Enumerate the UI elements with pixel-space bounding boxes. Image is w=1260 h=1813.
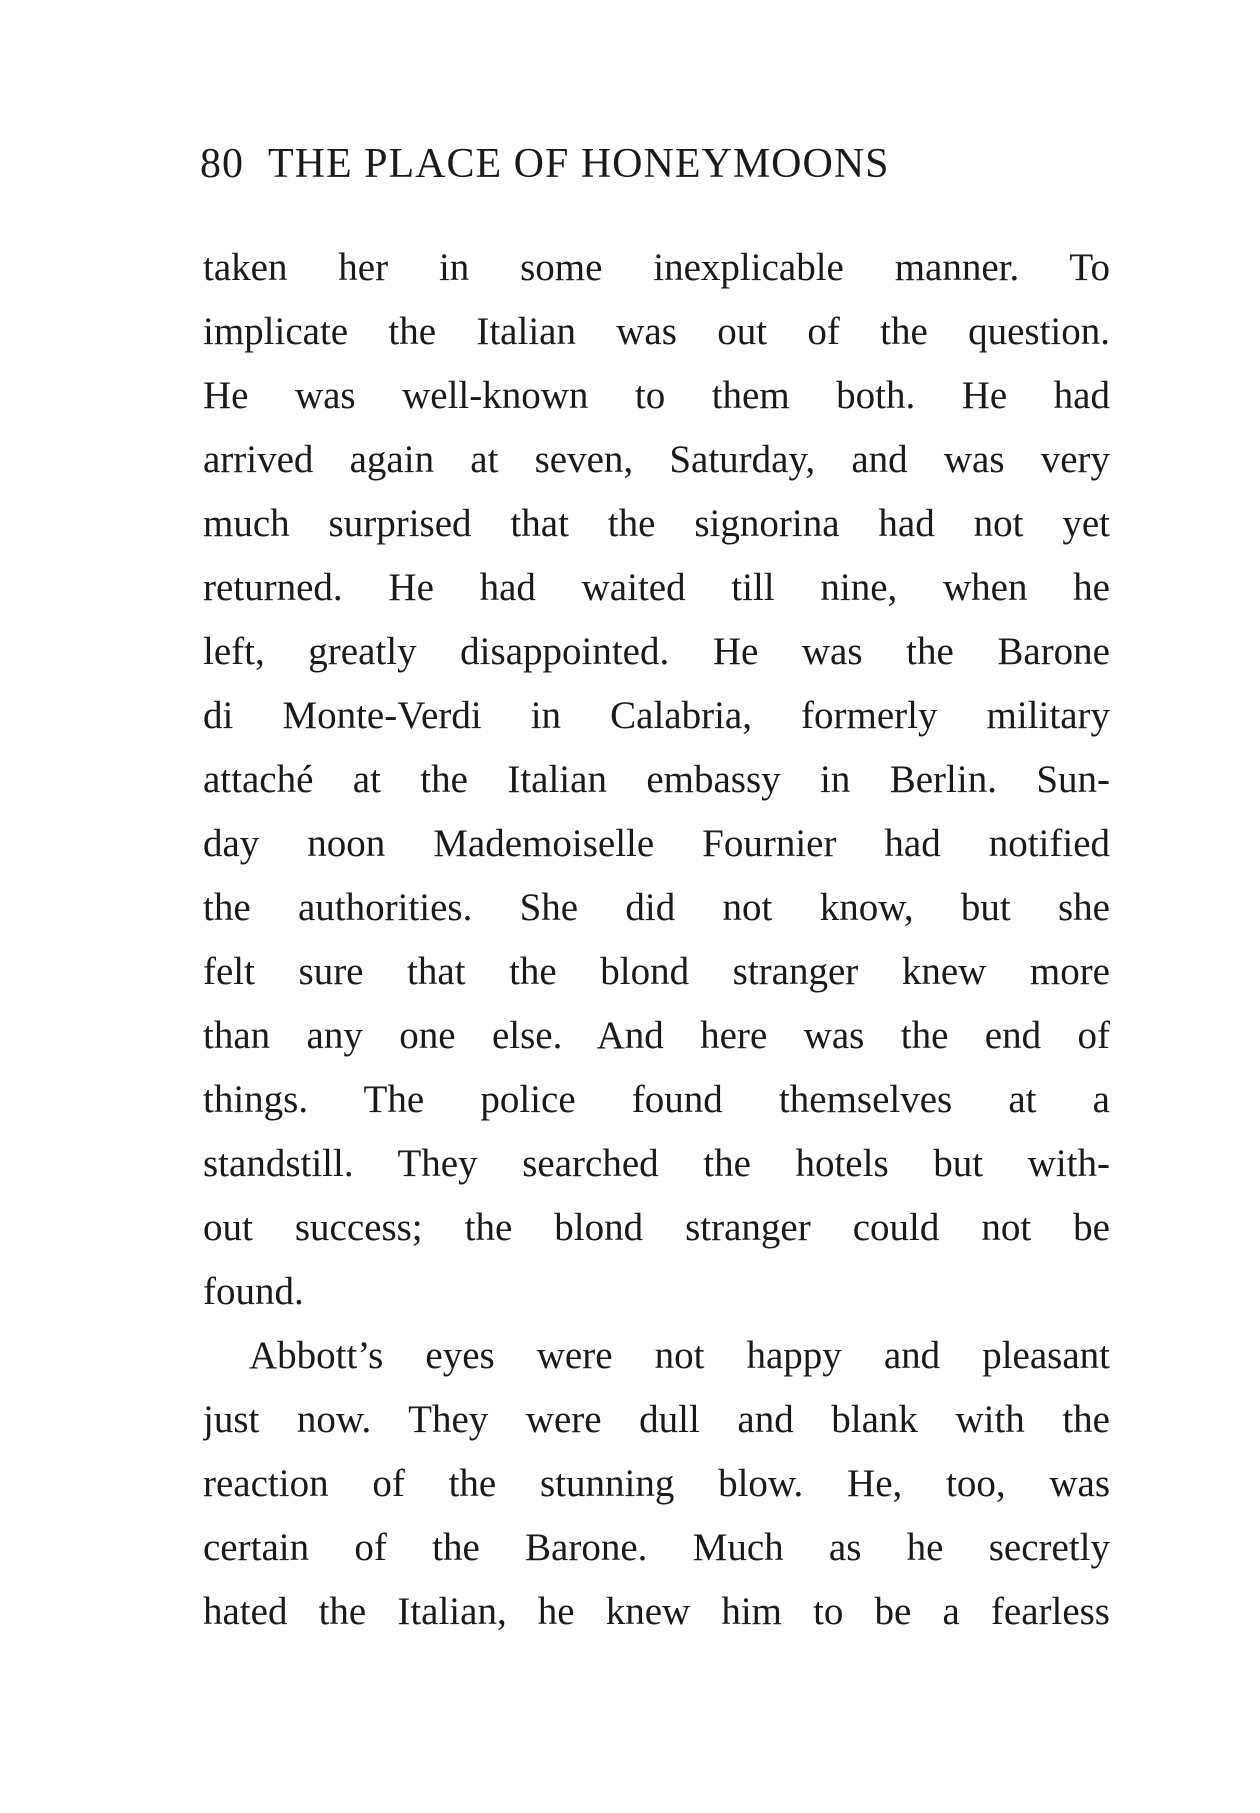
running-head [200,138,1100,190]
text-line: arrived again at seven, Saturday, and was very [203,438,1110,481]
text-line: things. The police found themselves at a [203,1078,1110,1121]
text-line: hated the Italian, he knew him to be a fearless [203,1590,1110,1633]
paragraph-1 [203,236,1110,1324]
body-text [203,236,1110,1644]
text-line: out success; the blond stranger could not be [203,1206,1110,1249]
text-line: He was well-known to them both. He had [203,374,1110,417]
text-line: standstill. They searched the hotels but with- [203,1142,1110,1185]
running-title: THE PLACE OF HONEYMOONS [268,141,890,187]
text-line: just now. They were dull and blank with the [203,1398,1110,1441]
text-line: left, greatly disappointed. He was the Barone [203,630,1110,673]
text-line: found. [203,1270,304,1313]
text-line: much surprised that the signorina had not yet [203,502,1110,545]
text-line: the authorities. She did not know, but she [203,886,1110,929]
page-number: 80 [200,141,244,187]
text-line: returned. He had waited till nine, when he [203,566,1110,609]
text-line: attaché at the Italian embassy in Berlin. Sun- [203,758,1110,801]
text-line: Abbott’s eyes were not happy and pleasant [249,1334,1110,1377]
paragraph-2 [203,1324,1110,1644]
text-line: felt sure that the blond stranger knew more [203,950,1110,993]
text-line: than any one else. And here was the end of [203,1014,1110,1057]
text-line: taken her in some inexplicable manner. To [203,246,1110,289]
text-line: day noon Mademoiselle Fournier had notified [203,822,1110,865]
text-line: certain of the Barone. Much as he secretly [203,1526,1110,1569]
text-line: di Monte-Verdi in Calabria, formerly military [203,694,1110,737]
text-line: implicate the Italian was out of the question. [203,310,1110,353]
text-line: reaction of the stunning blow. He, too, was [203,1462,1110,1505]
